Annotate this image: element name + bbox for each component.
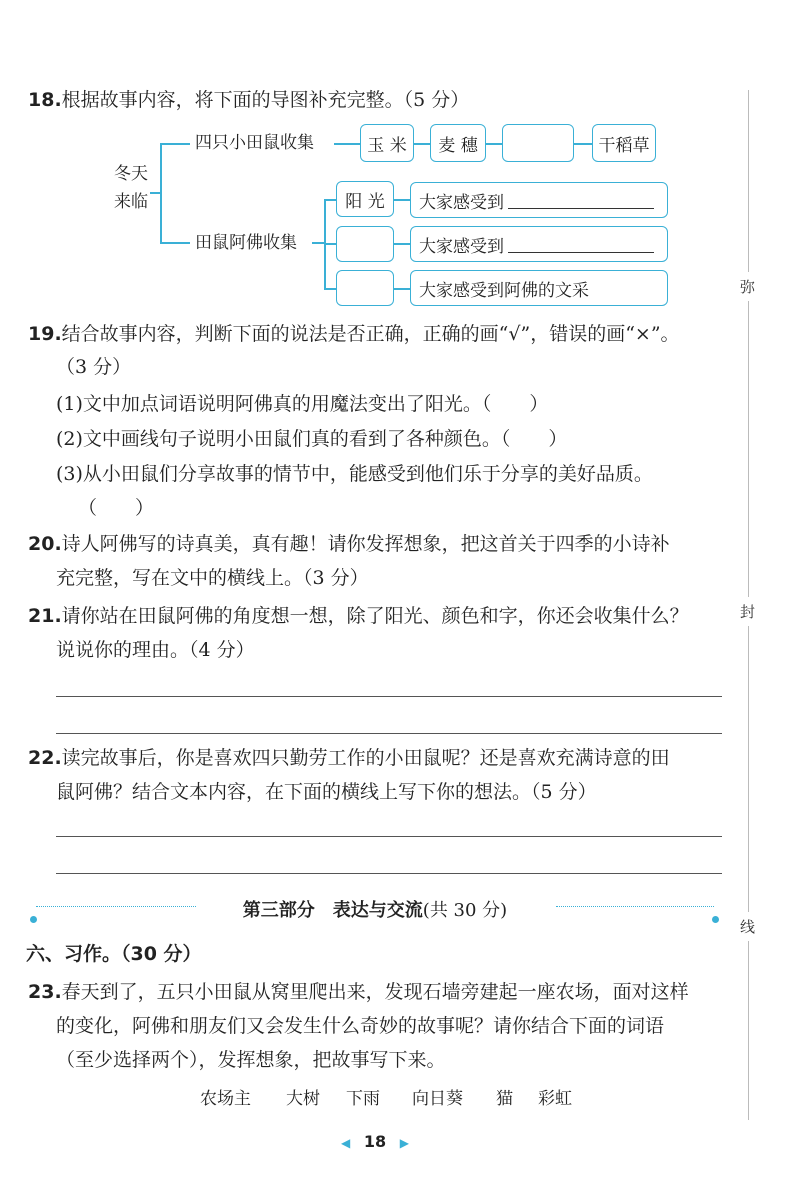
section-title-text: 第三部分 表达与交流 bbox=[242, 900, 423, 921]
branch2-item-2[interactable] bbox=[336, 226, 394, 262]
answer-line[interactable] bbox=[56, 873, 722, 874]
prev-page-icon[interactable]: ◀ bbox=[341, 1136, 351, 1150]
q20-line-2: 充完整，写在文中的横线上。（3 分） bbox=[56, 567, 369, 589]
feel-blank-2[interactable] bbox=[508, 236, 654, 253]
binding-char-1: 弥 bbox=[740, 272, 755, 301]
question-number: 18. bbox=[28, 89, 62, 111]
feel-text-3: 大家感受到阿佛的文采 bbox=[419, 280, 589, 301]
branch2-item-3[interactable] bbox=[336, 270, 394, 306]
mindmap-root bbox=[108, 160, 154, 216]
word-4: 向日葵 bbox=[412, 1089, 463, 1109]
root-line-1: 冬天 bbox=[114, 164, 148, 184]
question-22 bbox=[28, 744, 670, 772]
q21-line-2: 说说你的理由。（4 分） bbox=[56, 639, 255, 661]
question-text: 春天到了，五只小田鼠从窝里爬出来，发现石墙旁建起一座农场，面对这样 bbox=[61, 981, 689, 1003]
binding-char-3: 线 bbox=[740, 912, 755, 941]
question-number: 21. bbox=[28, 605, 62, 627]
question-text: 结合故事内容，判断下面的说法是否正确，正确的画“√”，错误的画“×”。 bbox=[61, 323, 680, 345]
branch-1-label: 四只小田鼠收集 bbox=[195, 133, 314, 153]
word-3: 下雨 bbox=[346, 1089, 380, 1109]
binding-char-2: 封 bbox=[740, 597, 755, 626]
question-text: 请你站在田鼠阿佛的角度想一想，除了阳光、颜色和字，你还会收集什么？ bbox=[61, 605, 689, 627]
question-19 bbox=[28, 320, 680, 348]
feel-box-2[interactable] bbox=[410, 226, 668, 262]
next-page-icon[interactable]: ▶ bbox=[399, 1136, 409, 1150]
page-number: 18 bbox=[363, 1132, 387, 1151]
q19-statement-1: (1)文中加点词语说明阿佛真的用魔法变出了阳光。（ ） bbox=[56, 393, 549, 415]
question-number: 19. bbox=[28, 323, 62, 345]
branch-2-label: 田鼠阿佛收集 bbox=[195, 233, 297, 253]
branch1-item-1: 玉 米 bbox=[360, 124, 414, 162]
q19-statement-3: (3)从小田鼠们分享故事的情节中，能感受到他们乐于分享的美好品质。 bbox=[56, 463, 653, 485]
feel-box-1[interactable] bbox=[410, 182, 668, 218]
answer-line[interactable] bbox=[56, 696, 722, 697]
feel-blank-1[interactable] bbox=[508, 192, 654, 209]
answer-line[interactable] bbox=[56, 836, 722, 837]
question-text: 诗人阿佛写的诗真美，真有趣！请你发挥想象，把这首关于四季的小诗补 bbox=[61, 533, 670, 555]
q22-line-2: 鼠阿佛？结合文本内容，在下面的横线上写下你的想法。（5 分） bbox=[56, 781, 597, 803]
feel-text-2: 大家感受到 bbox=[419, 236, 504, 257]
branch1-item-2: 麦 穗 bbox=[430, 124, 486, 162]
word-5: 猫 bbox=[496, 1089, 513, 1109]
q19-statement-2: (2)文中画线句子说明小田鼠们真的看到了各种颜色。（ ） bbox=[56, 428, 568, 450]
question-number: 20. bbox=[28, 533, 62, 555]
word-6: 彩虹 bbox=[538, 1089, 572, 1109]
question-18 bbox=[28, 86, 469, 114]
question-text: 根据故事内容，将下面的导图补充完整。（5 分） bbox=[61, 89, 470, 111]
feel-box-3 bbox=[410, 270, 668, 306]
part-6-heading: 六、习作。（30 分） bbox=[26, 943, 202, 965]
branch2-item-1: 阳 光 bbox=[336, 181, 394, 217]
q19-score: （3 分） bbox=[56, 356, 132, 378]
question-text: 读完故事后，你是喜欢四只勤劳工作的小田鼠呢？还是喜欢充满诗意的田 bbox=[61, 747, 670, 769]
page-footer bbox=[0, 1132, 750, 1151]
word-2: 大树 bbox=[286, 1089, 320, 1109]
branch1-item-4: 干稻草 bbox=[592, 124, 656, 162]
branch1-item-blank[interactable] bbox=[502, 124, 574, 162]
question-number: 23. bbox=[28, 981, 62, 1003]
feel-text-1: 大家感受到 bbox=[419, 192, 504, 213]
word-1: 农场主 bbox=[200, 1089, 251, 1109]
root-line-2: 来临 bbox=[114, 192, 148, 212]
section-title bbox=[0, 898, 750, 924]
q23-line-2: 的变化，阿佛和朋友们又会发生什么奇妙的故事呢？请你结合下面的词语 bbox=[56, 1015, 665, 1037]
q23-line-3: （至少选择两个），发挥想象，把故事写下来。 bbox=[56, 1049, 446, 1071]
question-23 bbox=[28, 978, 689, 1006]
q19-statement-3-answer[interactable]: （ ） bbox=[78, 497, 155, 519]
answer-line[interactable] bbox=[56, 733, 722, 734]
section-score: (共 30 分) bbox=[422, 900, 508, 921]
question-20 bbox=[28, 530, 670, 558]
question-number: 22. bbox=[28, 747, 62, 769]
question-21 bbox=[28, 602, 689, 630]
